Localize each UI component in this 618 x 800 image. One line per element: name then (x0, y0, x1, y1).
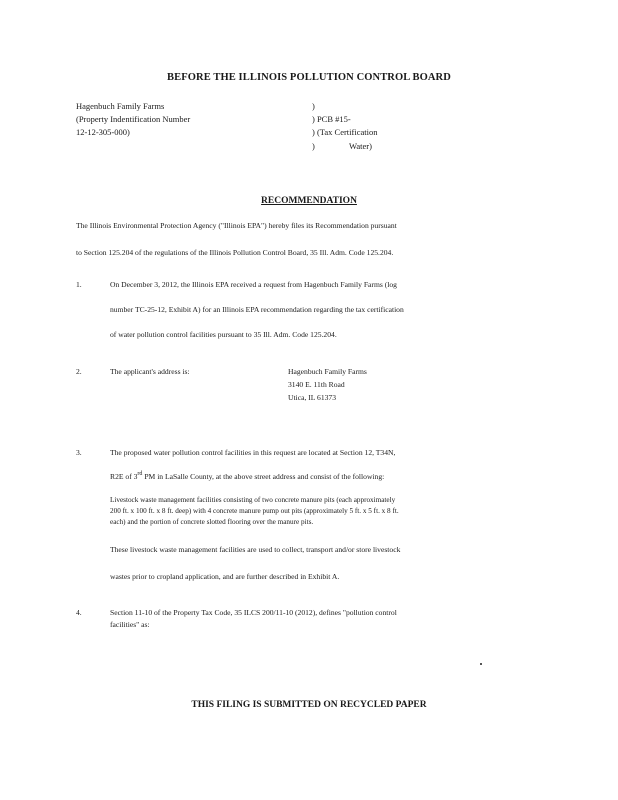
page-title: BEFORE THE ILLINOIS POLLUTION CONTROL BOARD (167, 72, 451, 83)
paragraph-number: 2. (76, 367, 82, 376)
paragraph-number: 1. (76, 280, 82, 289)
facility-description: each) and the portion of concrete slotted flooring over the manure pits. (110, 518, 314, 526)
caption-paren: ) (312, 141, 315, 151)
facility-description: 200 ft. x 100 ft. x 8 ft. deep) with 4 concrete manure pump out pits (approximately 5 ft. x 5 ft. x 8 ft. (110, 507, 399, 515)
paragraph-line-text: PM in LaSalle County, at the above street address and consist of the following: (142, 472, 385, 481)
paragraph-line: of water pollution control facilities pursuant to 35 Ill. Adm. Code 125.204. (110, 330, 337, 339)
party-pin-label: (Property Indentification Number (76, 114, 191, 124)
address-street: 3140 E. 11th Road (288, 380, 345, 389)
section-heading: RECOMMENDATION (261, 196, 357, 206)
intro-line: The Illinois Environmental Protection Agency ("Illinois EPA") hereby files its Recommendation pursuant (76, 221, 397, 230)
caption-paren: ) (312, 101, 315, 111)
paragraph-line: On December 3, 2012, the Illinois EPA received a request from Hagenbuch Family Farms (log (110, 280, 397, 289)
paragraph-line: number TC-25-12, Exhibit A) for an Illinois EPA recommendation regarding the tax certification (110, 305, 404, 314)
address-label: The applicant's address is: (110, 367, 190, 376)
case-subtype: Water) (349, 141, 372, 151)
facility-use: wastes prior to cropland application, and are further described in Exhibit A. (110, 572, 340, 581)
party-pin-number: 12-12-305-000) (76, 127, 130, 137)
paragraph-line (110, 472, 384, 481)
address-name: Hagenbuch Family Farms (288, 367, 367, 376)
address-city: Utica, IL 61373 (288, 393, 337, 402)
party-name: Hagenbuch Family Farms (76, 101, 165, 111)
case-number: ) PCB #15- (312, 114, 351, 124)
scan-speck (480, 663, 482, 665)
ordinal-suffix: rd (137, 471, 143, 477)
paragraph-line: The proposed water pollution control facilities in this request are located at Section 12, T34N, (110, 448, 396, 457)
paragraph-line: Section 11-10 of the Property Tax Code, 35 ILCS 200/11-10 (2012), defines "pollution control (110, 608, 397, 617)
facility-use: These livestock waste management facilities are used to collect, transport and/or store livestock (110, 545, 401, 554)
intro-line: to Section 125.204 of the regulations of the Illinois Pollution Control Board, 35 Ill. Adm. Code 125.204. (76, 248, 394, 257)
paragraph-line: facilities" as: (110, 620, 150, 629)
paragraph-line-text: R2E of 3 (110, 472, 138, 481)
case-type: ) (Tax Certification (312, 127, 378, 137)
recycled-paper-notice: THIS FILING IS SUBMITTED ON RECYCLED PAPER (191, 700, 427, 710)
paragraph-number: 4. (76, 608, 82, 617)
facility-description: Livestock waste management facilities consisting of two concrete manure pits (each approximately (110, 496, 396, 504)
paragraph-number: 3. (76, 448, 82, 457)
